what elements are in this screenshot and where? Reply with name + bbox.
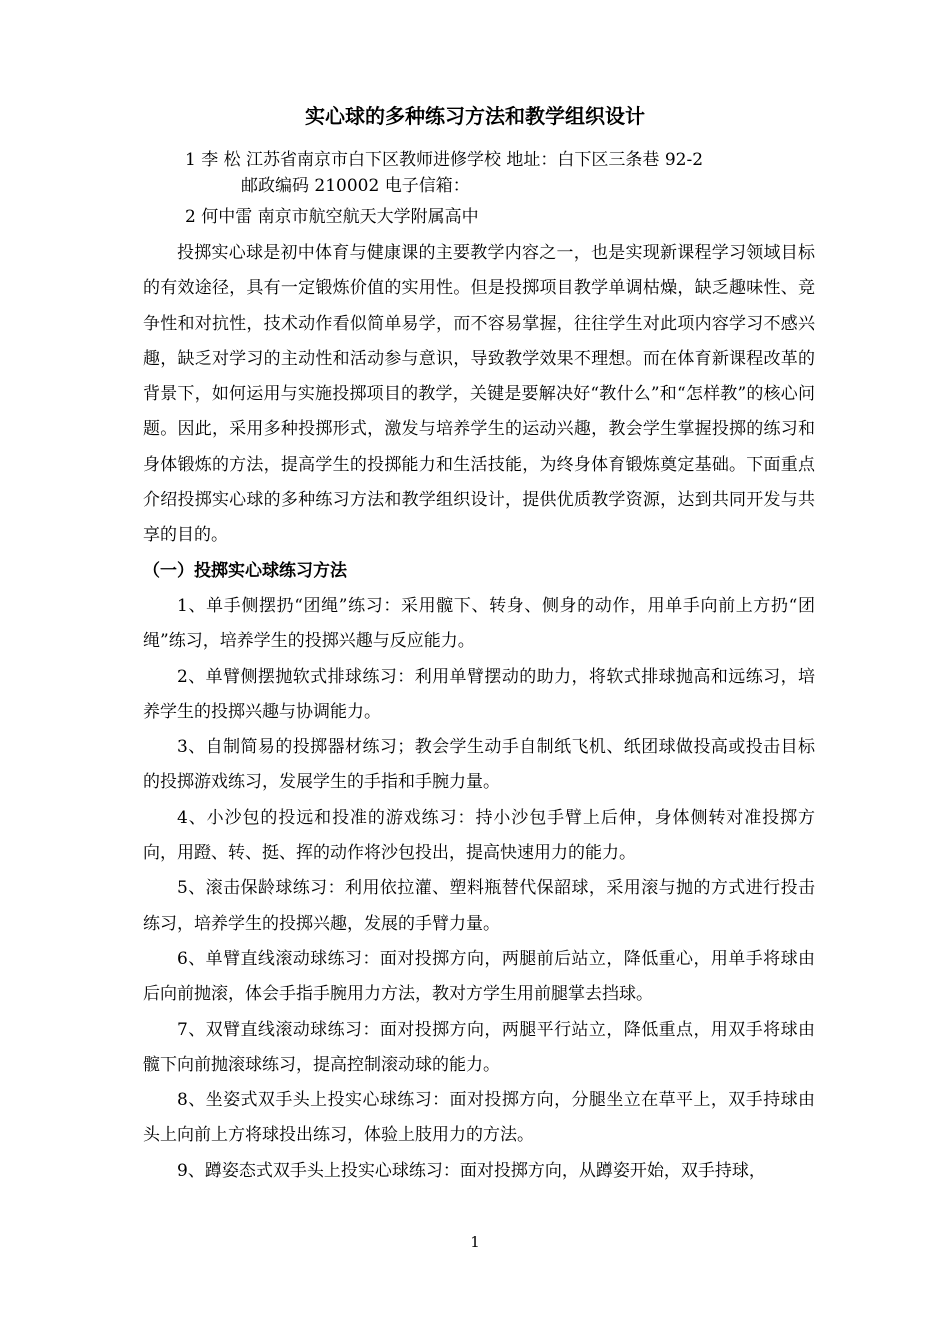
- author-2-affiliation: 2 何中雷 南京市航空航天大学附属高中: [185, 207, 479, 227]
- body-text: [143, 236, 815, 1189]
- method-item: 1、单手侧摆扔“团绳”练习：采用髋下、转身、侧身的动作，用单手向前上方扔“团绳”练习，培养学生的投掷兴趣与反应能力。: [143, 595, 815, 652]
- section-heading: （一）投掷实心球练习方法: [143, 560, 347, 581]
- document-title: 实心球的多种练习方法和教学组织设计: [305, 104, 645, 128]
- author-1-contact: 邮政编码 210002 电子信箱：: [241, 176, 470, 196]
- method-item: 7、双臂直线滚动球练习：面对投掷方向，两腿平行站立，降低重点，用双手将球由髋下向前抛滚球练习，提高控制滚动球的能力。: [143, 1019, 815, 1075]
- intro-paragraph: 投掷实心球是初中体育与健康课的主要教学内容之一，也是实现新课程学习领域目标的有效途径，具有一定锻炼价值的实用性。但是投掷项目教学单调枯燥，缺乏趣味性、竞争性和对抗性，技术动作看似简单易学，而不容易掌握，往往学生对此项内容学习不感兴趣，缺乏对学习的主动性和活动参与意识，导致教学效果不理想。而在体育新课程改革的背景下，如何运用与实施投掷项目的教学，关键是要解决好“教什么”和“怎样教”的核心问题。因此，采用多种投掷形式，激发与培养学生的运动兴趣，教会学生掌握投掷的练习和身体锻炼的方法，提高学生的投掷能力和生活技能，为终身体育锻炼奠定基础。下面重点介绍投掷实心球的多种练习方法和教学组织设计，提供优质教学资源，达到共同开发与共享的目的。: [143, 243, 815, 546]
- method-item: 4、小沙包的投远和投准的游戏练习：持小沙包手臂上后伸，身体侧转对准投掷方向，用蹬、转、挺、挥的动作将沙包投出，提高快速用力的能力。: [143, 807, 815, 864]
- method-item: 6、单臂直线滚动球练习：面对投掷方向，两腿前后站立，降低重心，用单手将球由后向前抛滚，体会手指手腕用力方法，教对方学生用前腿掌去挡球。: [143, 948, 815, 1005]
- method-item: 9、蹲姿态式双手头上投实心球练习：面对投掷方向，从蹲姿开始，双手持球，: [177, 1160, 766, 1181]
- method-item: 3、自制简易的投掷器材练习；教会学生动手自制纸飞机、纸团球做投高或投击目标的投掷游戏练习，发展学生的手指和手腕力量。: [143, 737, 815, 793]
- method-item: 2、单臂侧摆抛软式排球练习：利用单臂摆动的助力，将软式排球抛高和远练习，培养学生的投掷兴趣与协调能力。: [143, 666, 815, 722]
- page-number: 1: [470, 1233, 480, 1251]
- method-item: 8、坐姿式双手头上投实心球练习：面对投掷方向，分腿坐立在草平上，双手持球由头上向前上方将球投出练习，体验上肢用力的方法。: [143, 1090, 815, 1146]
- method-item: 5、滚击保龄球练习：利用依拉灌、塑料瓶替代保韶球，采用滚与抛的方式进行投击练习，培养学生的投掷兴趣，发展的手臂力量。: [143, 878, 815, 934]
- author-1-affiliation: 1 李 松 江苏省南京市白下区教师进修学校 地址：白下区三条巷 92-2: [185, 150, 704, 170]
